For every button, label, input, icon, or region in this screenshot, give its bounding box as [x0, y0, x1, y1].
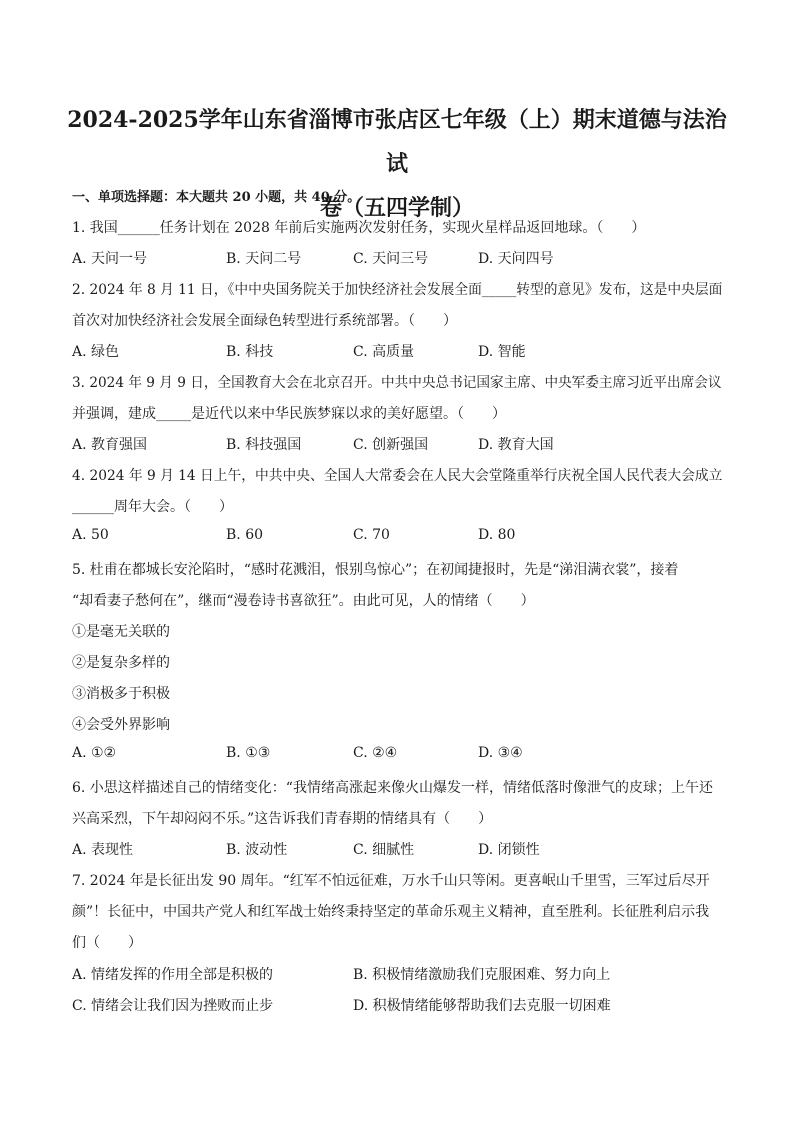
option-a: A. 教育强国 — [72, 437, 148, 453]
option-c: C. 高质量 — [353, 344, 415, 360]
option-b: B. 60 — [226, 527, 264, 543]
exam-title — [60, 98, 734, 230]
option-d: D. 天问四号 — [478, 251, 554, 267]
option-c: C. 细腻性 — [353, 842, 415, 858]
question-4-stem-line-1: 4. 2024 年 9 月 14 日上午，中共中央、全国人大常委会在人民大会堂隆重举行庆祝全国人民代表大会成立 — [72, 468, 723, 484]
question-5-statement-3: ③消极多于积极 — [72, 686, 170, 702]
question-4-stem-line-2: ______周年大会。（ ） — [72, 499, 233, 515]
question-3-stem-line-2: 并强调，建成_____是近代以来中华民族梦寐以求的美好愿望。（ ） — [72, 406, 506, 422]
section-heading: 一、单项选择题：本大题共 20 小题，共 40 分。 — [72, 190, 361, 205]
question-6-stem-line-2: 兴高采烈，下午却闷闷不乐。”这告诉我们青春期的情绪具有（ ） — [72, 811, 493, 827]
question-5-statement-2: ②是复杂多样的 — [72, 655, 170, 671]
exam-title-line-1: 2024-2025学年山东省淄博市张店区七年级（上）期末道德与法治试 — [67, 107, 727, 177]
option-a: A. 天问一号 — [72, 251, 148, 267]
question-7-stem-line-3: 们（ ） — [72, 935, 142, 951]
question-5-stem-line-2: “却看妻子愁何在”，继而“漫卷诗书喜欲狂”。由此可见，人的情绪（ ） — [72, 593, 535, 609]
option-c: C. 情绪会让我们因为挫败而止步 — [72, 998, 274, 1014]
option-a: A. 表现性 — [72, 842, 134, 858]
option-d: D. 智能 — [478, 344, 526, 360]
option-b: B. 积极情绪激励我们克服困难、努力向上 — [353, 967, 611, 983]
option-b: B. ①③ — [226, 745, 271, 761]
question-5-statement-1: ①是毫无关联的 — [72, 624, 170, 640]
option-d: D. ③④ — [478, 745, 523, 761]
question-5-statement-4: ④会受外界影响 — [72, 717, 170, 733]
question-5-stem-line-1: 5. 杜甫在都城长安沦陷时，“感时花溅泪，恨别鸟惊心”；在初闻捷报时，先是“涕泪满衣裳”，接着 — [72, 562, 679, 578]
option-c: C. 70 — [353, 527, 390, 543]
option-a: A. ①② — [72, 745, 117, 761]
option-c: C. 创新强国 — [353, 437, 429, 453]
option-a: A. 50 — [72, 527, 109, 543]
option-b: B. 科技强国 — [226, 437, 302, 453]
question-2-stem-line-1: 2. 2024 年 8 月 11 日，《中中央国务院关于加快经济社会发展全面_____转型的意见》发布，这是中央层面 — [72, 282, 723, 298]
option-d: D. 闭锁性 — [478, 842, 540, 858]
option-b: B. 波动性 — [226, 842, 288, 858]
question-7-stem-line-1: 7. 2024 年是长征出发 90 周年。“红军不怕远征难，万水千山只等闲。更喜岷山千里雪，三军过后尽开 — [72, 873, 710, 889]
option-d: D. 积极情绪能够帮助我们去克服一切困难 — [353, 998, 611, 1014]
exam-title-line-2: 卷（五四学制） — [319, 195, 474, 221]
option-b: B. 科技 — [226, 344, 274, 360]
question-2-stem-line-2: 首次对加快经济社会发展全面绿色转型进行系统部署。（ ） — [72, 313, 457, 329]
question-3-stem-line-1: 3. 2024 年 9 月 9 日，全国教育大会在北京召开。中共中央总书记国家主席、中央军委主席习近平出席会议 — [72, 375, 722, 391]
question-6-stem-line-1: 6. 小思这样描述自己的情绪变化：“我情绪高涨起来像火山爆发一样，情绪低落时像泄气的皮球；上午还 — [72, 780, 713, 796]
option-d: D. 80 — [478, 527, 516, 543]
option-a: A. 情绪发挥的作用全部是积极的 — [72, 967, 274, 983]
option-b: B. 天问二号 — [226, 251, 302, 267]
question-7-stem-line-2: 颜”！长征中，中国共产党人和红军战士始终秉持坚定的革命乐观主义精神，直至胜利。长征胜利启示我 — [72, 904, 710, 920]
question-1-stem: 1. 我国______任务计划在 2028 年前后实施两次发射任务，实现火星样品返回地球。（ ） — [72, 220, 646, 236]
option-d: D. 教育大国 — [478, 437, 554, 453]
option-a: A. 绿色 — [72, 344, 120, 360]
option-c: C. 天问三号 — [353, 251, 429, 267]
option-c: C. ②④ — [353, 745, 398, 761]
